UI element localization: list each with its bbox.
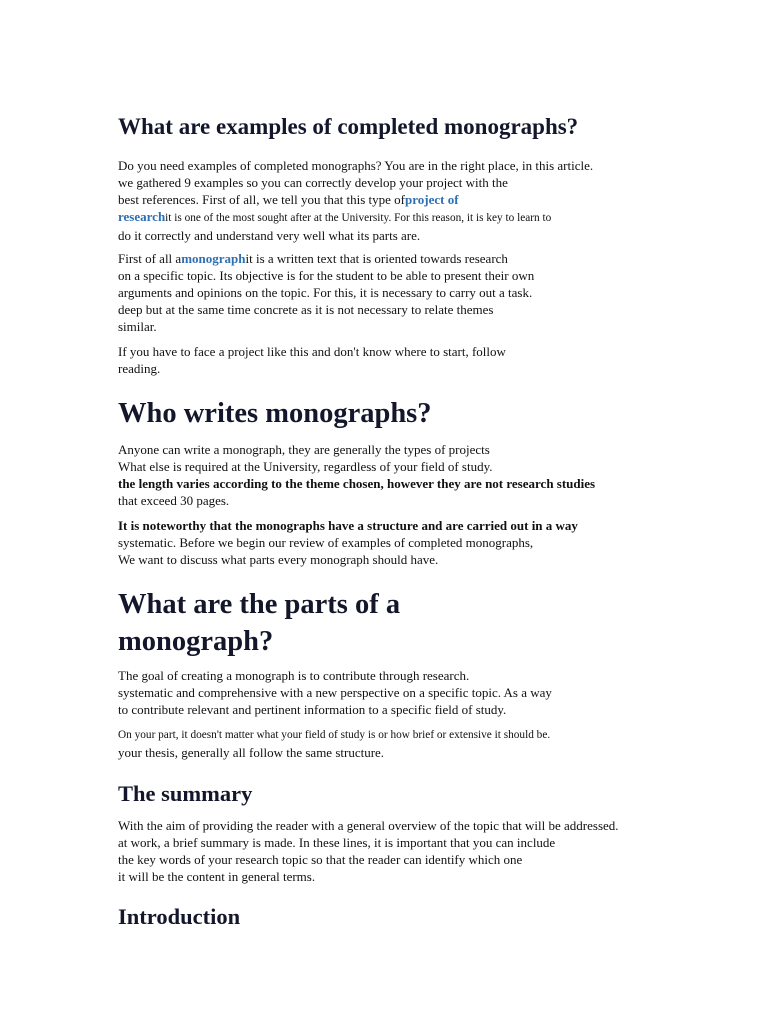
summary-paragraph — [118, 817, 619, 885]
text-line: What else is required at the University, regardless of your field of study. — [118, 459, 493, 474]
text-line: do it correctly and understand very well what its parts are. — [118, 228, 421, 243]
text-line: reading. — [118, 361, 161, 376]
follow-paragraph — [118, 343, 506, 377]
text-line: On your part, it doesn't matter what your field of study is or how brief or extensive it should be. — [118, 729, 551, 741]
text-segment: it is one of the most sought after at the University. For this reason, it is key to learn to — [165, 212, 552, 224]
definition-paragraph — [118, 250, 534, 335]
text-line: With the aim of providing the reader with a general overview of the topic that will be addressed. — [118, 818, 619, 833]
summary-heading: The summary — [118, 781, 253, 806]
text-line — [118, 191, 593, 208]
text-line — [118, 250, 534, 267]
text-line: at work, a brief summary is made. In these lines, it is important that you can include — [118, 835, 556, 850]
text-line: it will be the content in general terms. — [118, 869, 316, 884]
text-segment: best references. First of all, we tell you that this type of — [118, 192, 406, 207]
text-line: your thesis, generally all follow the same structure. — [118, 745, 385, 760]
text-line: to contribute relevant and pertinent information to a specific field of study. — [118, 702, 507, 717]
text-line: systematic. Before we begin our review of examples of completed monographs, — [118, 535, 534, 550]
text-line: the key words of your research topic so that the reader can identify which one — [118, 852, 523, 867]
parts-paragraph-2 — [118, 727, 550, 761]
who-paragraph-1 — [118, 441, 595, 509]
monograph-link[interactable]: monograph — [181, 251, 246, 266]
text-line: we gathered 9 examples so you can correctly develop your project with the — [118, 175, 508, 190]
text-line: Do you need examples of completed monographs? You are in the right place, in this article. — [118, 158, 594, 173]
article-title: What are examples of completed monographs? — [118, 114, 579, 139]
text-line: arguments and opinions on the topic. For this, it is necessary to carry out a task. — [118, 285, 533, 300]
heading-line: What are the parts of a — [118, 589, 401, 620]
text-segment: First of all a — [118, 251, 182, 266]
who-writes-heading: Who writes monographs? — [118, 398, 432, 429]
project-of-research-link-cont[interactable]: research — [118, 209, 166, 224]
text-line: systematic and comprehensive with a new perspective on a specific topic. As a way — [118, 685, 552, 700]
text-line: on a specific topic. Its objective is for the student to be able to present their own — [118, 268, 535, 283]
heading-line: monograph? — [118, 626, 274, 657]
text-line-bold: the length varies according to the theme chosen, however they are not research studies — [118, 476, 596, 491]
text-line: that exceed 30 pages. — [118, 493, 230, 508]
text-line: We want to discuss what parts every monograph should have. — [118, 552, 439, 567]
text-line: If you have to face a project like this and don't know where to start, follow — [118, 344, 506, 359]
text-line: The goal of creating a monograph is to contribute through research. — [118, 668, 470, 683]
text-line: similar. — [118, 319, 157, 334]
text-line-bold: It is noteworthy that the monographs have a structure and are carried out in a way — [118, 518, 578, 533]
parts-paragraph-1 — [118, 667, 552, 718]
who-paragraph-2 — [118, 517, 578, 568]
text-segment: it is a written text that is oriented towards research — [245, 251, 508, 266]
parts-heading — [118, 586, 448, 660]
introduction-heading: Introduction — [118, 904, 241, 929]
project-of-research-link[interactable]: project of — [405, 192, 459, 207]
text-line: Anyone can write a monograph, they are generally the types of projects — [118, 442, 490, 457]
text-line — [118, 208, 593, 227]
intro-paragraph — [118, 157, 593, 244]
text-line: deep but at the same time concrete as it is not necessary to relate themes — [118, 302, 494, 317]
